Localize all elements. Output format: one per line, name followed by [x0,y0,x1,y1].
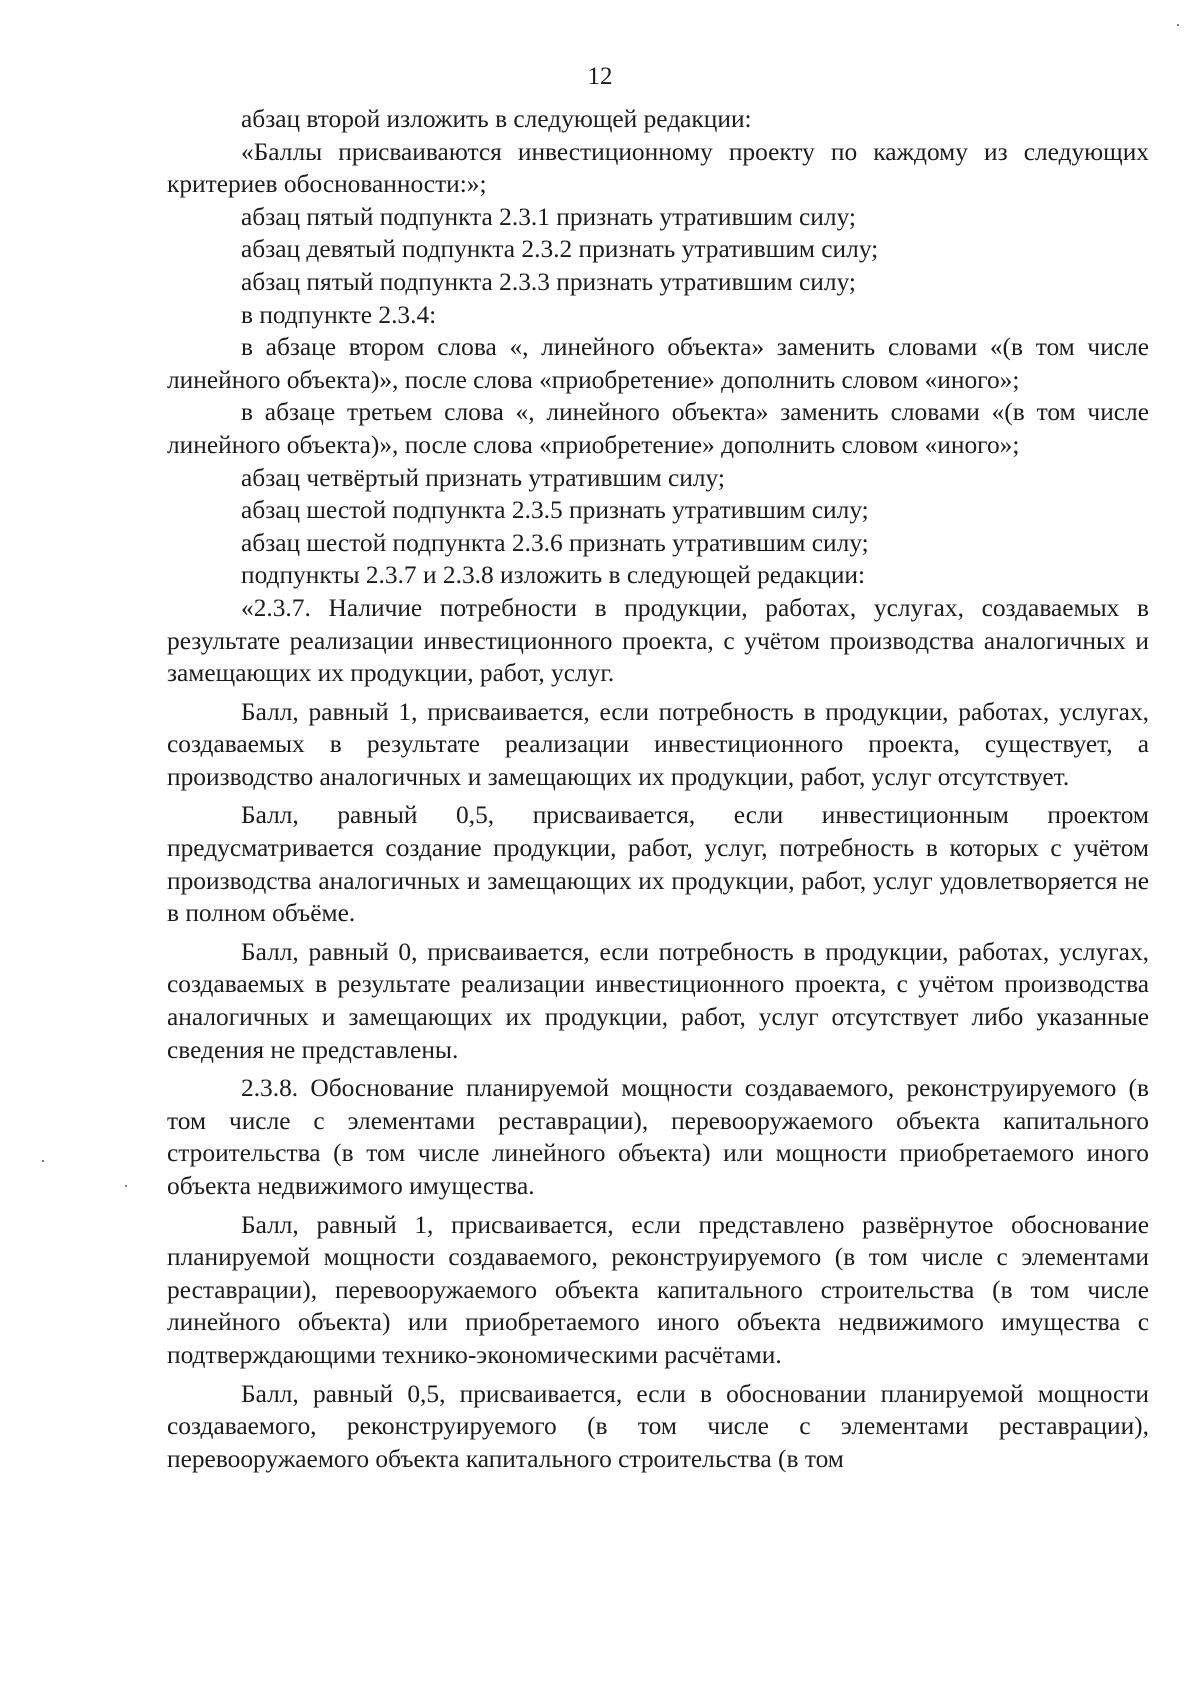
scan-speck [42,1160,44,1162]
page-number: 12 [587,63,613,90]
paragraph: Балл, равный 1, присваивается, если потребность в продукции, работах, услугах, создаваемых в результате реализации инвестиционного проекта, существует, а производство аналогичных и замещающих их продукции, работ, услуг отсутствует. [167,697,1149,791]
paragraph: «Баллы присваиваются инвестиционному проекту по каждому из следующих критериев обоснованности:»; [167,137,1149,199]
paragraph: в абзаце втором слова «, линейного объекта» заменить словами «(в том числе линейного объекта)», после слова «приобретение» дополнить словом «иного»; [167,333,1149,394]
paragraph: Балл, равный 1, присваивается, если представлено развёрнутое обоснование планируемой мощности создаваемого, реконструируемого (в том числе с элементами реставрации), перевооружаемого объекта капитального строительства (в том числе линейного объекта) или приобретаемого иного объекта недвижимого имущества с подтверждающими технико-экономическими расчётами. [167,1210,1149,1369]
paragraph: Балл, равный 0,5, присваивается, если инвестиционным проектом предусматривается создание продукции, работ, услуг, потребность в которых с учётом производства аналогичных и замещающих их продукции, работ, услуг удовлетворяется не в полном объёме. [167,801,1149,928]
paragraph: абзац шестой подпункта 2.3.6 признать утратившим силу; [241,528,869,557]
paragraph: в абзаце третьем слова «, линейного объекта» заменить словами «(в том числе линейного объекта)», после слова «приобретение» дополнить словом «иного»; [167,398,1149,459]
paragraph: абзац пятый подпункта 2.3.3 признать утратившим силу; [241,267,856,296]
paragraph: в подпункте 2.3.4: [241,300,437,329]
paragraph: Балл, равный 0,5, присваивается, если в обосновании планируемой мощности создаваемого, реконструируемого (в том числе с элементами реставрации), перевооружаемого объекта капитального строительства (в том [167,1379,1149,1473]
scan-speck [125,1185,127,1187]
paragraph: абзац шестой подпункта 2.3.5 признать утратившим силу; [241,496,869,525]
paragraph: абзац пятый подпункта 2.3.1 признать утратившим силу; [241,202,856,231]
paragraph: 2.3.8. Обоснование планируемой мощности создаваемого, реконструируемого (в том числе с элементами реставрации), перевооружаемого объекта капитального строительства (в том числе линейного объекта) или мощности приобретаемого иного объекта недвижимого имущества. [167,1074,1149,1200]
scan-speck [1177,24,1179,26]
paragraph: абзац девятый подпункта 2.3.2 признать утратившим силу; [241,235,879,264]
paragraph: абзац четвёртый признать утратившим силу; [241,463,725,492]
paragraph: «2.3.7. Наличие потребности в продукции, работах, услугах, создаваемых в результате реализации инвестиционного проекта, с учётом производства аналогичных и замещающих их продукции, работ, услуг. [167,593,1149,688]
paragraph: Балл, равный 0, присваивается, если потребность в продукции, работах, услугах, создаваемых в результате реализации инвестиционного проекта, с учётом производства аналогичных и замещающих их продукции, работ, услуг отсутствует либо указанные сведения не представлены. [167,937,1149,1064]
document-body [167,103,1149,1475]
paragraph: абзац второй изложить в следующей редакции: [241,105,752,133]
paragraph: подпункты 2.3.7 и 2.3.8 изложить в следующей редакции: [241,561,866,590]
